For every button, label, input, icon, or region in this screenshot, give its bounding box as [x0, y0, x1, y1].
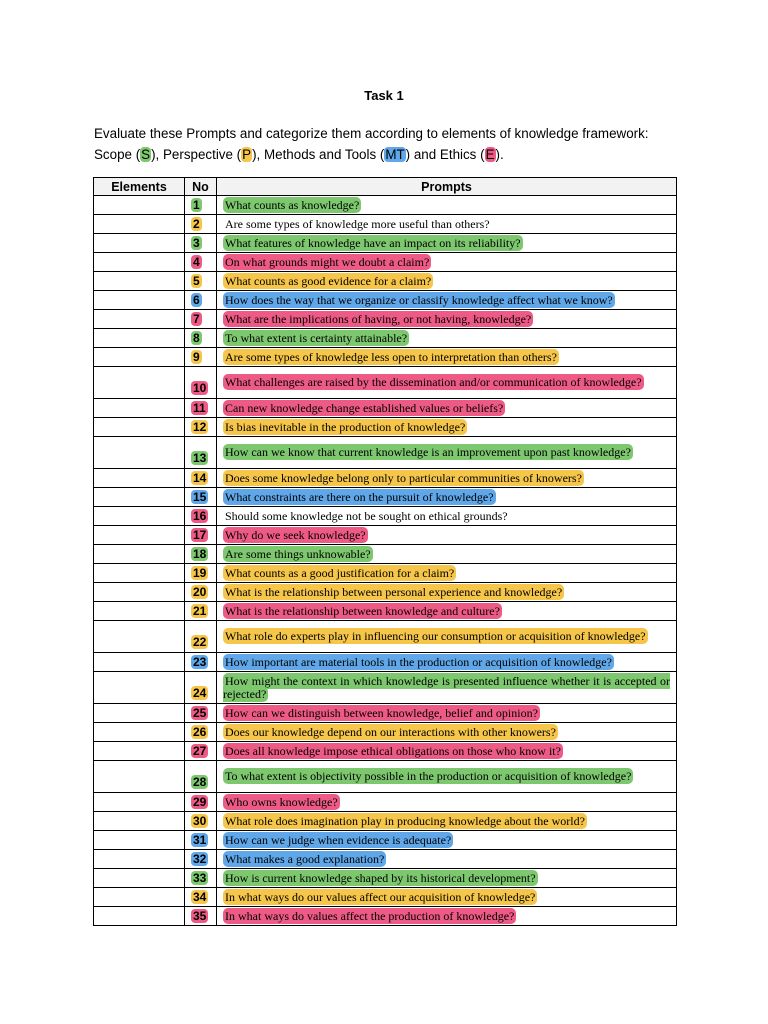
- prompt-cell: [217, 348, 677, 367]
- prompt-number: 11: [193, 401, 206, 415]
- table-row: [94, 761, 677, 793]
- number-cell: [185, 583, 217, 602]
- number-cell: [185, 469, 217, 488]
- number-cell: [185, 253, 217, 272]
- number-cell: [185, 672, 217, 704]
- prompt-number: 2: [193, 217, 200, 231]
- prompt-text: What counts as knowledge?: [225, 197, 360, 212]
- prompt-cell: [217, 564, 677, 583]
- prompt-cell: [217, 742, 677, 761]
- prompt-cell: [217, 291, 677, 310]
- prompt-cell: [217, 812, 677, 831]
- table-row: [94, 418, 677, 437]
- table-row: [94, 253, 677, 272]
- elements-cell[interactable]: [94, 348, 185, 367]
- number-cell: [185, 761, 217, 793]
- elements-cell[interactable]: [94, 367, 185, 399]
- prompt-number: 22: [193, 635, 207, 649]
- prompt-number: 30: [193, 814, 207, 828]
- elements-cell[interactable]: [94, 602, 185, 621]
- table-row: [94, 831, 677, 850]
- prompt-cell: [217, 583, 677, 602]
- scope-label: Scope (: [94, 147, 141, 162]
- prompt-cell: [217, 469, 677, 488]
- table-row: [94, 583, 677, 602]
- number-cell: [185, 488, 217, 507]
- prompt-cell: [217, 234, 677, 253]
- elements-cell[interactable]: [94, 545, 185, 564]
- prompt-text: Does some knowledge belong only to particular communities of knowers?: [225, 470, 582, 485]
- elements-cell[interactable]: [94, 329, 185, 348]
- prompt-number: 8: [193, 331, 200, 345]
- prompt-cell: [217, 793, 677, 812]
- prompt-number: 3: [193, 236, 200, 250]
- elements-cell[interactable]: [94, 437, 185, 469]
- table-row: [94, 310, 677, 329]
- table-row: [94, 437, 677, 469]
- prompt-number: 29: [193, 795, 207, 809]
- elements-cell[interactable]: [94, 215, 185, 234]
- number-cell: [185, 310, 217, 329]
- prompt-cell: [217, 761, 677, 793]
- prompts-table: [93, 177, 677, 926]
- prompt-number: 21: [193, 604, 207, 618]
- number-cell: [185, 367, 217, 399]
- prompt-cell: [217, 602, 677, 621]
- prompt-text: What counts as good evidence for a claim?: [225, 273, 432, 288]
- prompt-cell: [217, 507, 677, 526]
- table-row: [94, 723, 677, 742]
- task-title: Task 1: [364, 88, 404, 103]
- prompt-number: 33: [193, 871, 207, 885]
- prompt-cell: [217, 907, 677, 926]
- number-cell: [185, 545, 217, 564]
- methods-label: ), Methods and Tools (: [252, 147, 385, 162]
- prompt-cell: [217, 869, 677, 888]
- prompt-text: In what ways do values affect the production of knowledge?: [225, 908, 515, 923]
- number-cell: [185, 723, 217, 742]
- prompt-cell: [217, 437, 677, 469]
- number-cell: [185, 348, 217, 367]
- prompt-cell: [217, 215, 677, 234]
- prompt-number: 4: [193, 255, 200, 269]
- prompt-number: 19: [193, 566, 207, 580]
- elements-cell[interactable]: [94, 507, 185, 526]
- prompt-cell: [217, 399, 677, 418]
- elements-cell[interactable]: [94, 253, 185, 272]
- perspective-code: P: [242, 147, 252, 162]
- prompt-cell: [217, 621, 677, 653]
- prompt-cell: [217, 329, 677, 348]
- prompt-text: Should some knowledge not be sought on ethical grounds?: [225, 508, 508, 523]
- header-no: No: [185, 178, 217, 196]
- table-row: [94, 329, 677, 348]
- prompt-text: What counts as a good justification for a claim?: [225, 565, 455, 580]
- prompt-number: 1: [193, 198, 200, 212]
- elements-cell[interactable]: [94, 469, 185, 488]
- prompt-number: 7: [193, 312, 200, 326]
- prompt-number: 23: [193, 655, 207, 669]
- table-row: [94, 545, 677, 564]
- number-cell: [185, 418, 217, 437]
- elements-cell[interactable]: [94, 310, 185, 329]
- prompt-number: 26: [193, 725, 207, 739]
- prompt-text: How might the context in which knowledge is presented influence whether it is accepted or rejected?: [223, 673, 670, 701]
- elements-cell[interactable]: [94, 399, 185, 418]
- prompt-text: To what extent is certainty attainable?: [225, 330, 408, 345]
- elements-cell[interactable]: [94, 526, 185, 545]
- elements-cell[interactable]: [94, 672, 185, 704]
- number-cell: [185, 812, 217, 831]
- prompt-cell: [217, 418, 677, 437]
- prompt-number: 28: [193, 775, 207, 789]
- prompt-cell: [217, 272, 677, 291]
- prompt-text: Does our knowledge depend on our interactions with other knowers?: [225, 724, 556, 739]
- number-cell: [185, 869, 217, 888]
- elements-cell[interactable]: [94, 742, 185, 761]
- number-cell: [185, 888, 217, 907]
- elements-cell[interactable]: [94, 418, 185, 437]
- elements-cell[interactable]: [94, 564, 185, 583]
- elements-cell[interactable]: [94, 812, 185, 831]
- prompt-cell: [217, 310, 677, 329]
- table-row: [94, 907, 677, 926]
- table-row: [94, 742, 677, 761]
- table-row: [94, 653, 677, 672]
- prompt-number: 10: [193, 381, 207, 395]
- prompt-text: Is bias inevitable in the production of knowledge?: [225, 419, 466, 434]
- prompt-cell: [217, 653, 677, 672]
- prompt-text: Are some things unknowable?: [225, 546, 371, 561]
- prompt-number: 6: [193, 293, 200, 307]
- table-row: [94, 888, 677, 907]
- prompt-cell: [217, 488, 677, 507]
- prompt-text: What makes a good explanation?: [225, 851, 385, 866]
- ethics-label: ) and Ethics (: [405, 147, 485, 162]
- table-row: [94, 507, 677, 526]
- elements-cell[interactable]: [94, 272, 185, 291]
- table-row: [94, 215, 677, 234]
- prompt-text: Can new knowledge change established values or beliefs?: [225, 400, 504, 415]
- table-row: [94, 564, 677, 583]
- table-row: [94, 367, 677, 399]
- number-cell: [185, 907, 217, 926]
- prompt-text: How can we know that current knowledge is an improvement upon past knowledge?: [225, 445, 631, 459]
- table-row: [94, 526, 677, 545]
- prompt-text: What role do experts play in influencing our consumption or acquisition of knowledge?: [225, 629, 646, 643]
- scope-code: S: [141, 147, 151, 162]
- table-row: [94, 621, 677, 653]
- elements-cell[interactable]: [94, 869, 185, 888]
- prompt-text: What are the implications of having, or not having, knowledge?: [225, 311, 532, 326]
- prompt-text: Are some types of knowledge more useful than others?: [225, 216, 490, 231]
- prompt-cell: [217, 723, 677, 742]
- prompt-text: Who owns knowledge?: [225, 794, 338, 809]
- elements-cell[interactable]: [94, 583, 185, 602]
- prompt-number: 32: [193, 852, 207, 866]
- prompt-text: Why do we seek knowledge?: [225, 527, 366, 542]
- prompt-cell: [217, 526, 677, 545]
- prompt-number: 31: [193, 833, 207, 847]
- prompt-cell: [217, 888, 677, 907]
- table-row: [94, 793, 677, 812]
- number-cell: [185, 793, 217, 812]
- elements-cell[interactable]: [94, 704, 185, 723]
- number-cell: [185, 621, 217, 653]
- table-row: [94, 672, 677, 704]
- elements-cell[interactable]: [94, 488, 185, 507]
- prompt-text: What is the relationship between knowledge and culture?: [225, 603, 500, 618]
- number-cell: [185, 196, 217, 215]
- header-prompts: Prompts: [217, 178, 677, 196]
- prompt-text: How important are material tools in the production or acquisition of knowledge?: [225, 654, 612, 669]
- prompt-text: Does all knowledge impose ethical obligations on those who know it?: [225, 743, 561, 758]
- prompt-number: 18: [193, 547, 207, 561]
- table-row: [94, 488, 677, 507]
- prompt-number: 5: [193, 274, 200, 288]
- instructions-line1: Evaluate these Prompts and categorize them according to elements of knowledge framework:: [94, 126, 649, 141]
- prompt-text: To what extent is objectivity possible in the production or acquisition of knowledge?: [225, 769, 632, 783]
- table-row: [94, 348, 677, 367]
- elements-cell[interactable]: [94, 196, 185, 215]
- prompt-cell: [217, 672, 677, 704]
- prompt-cell: [217, 196, 677, 215]
- prompt-number: 15: [193, 490, 207, 504]
- number-cell: [185, 291, 217, 310]
- number-cell: [185, 831, 217, 850]
- prompt-number: 17: [193, 528, 207, 542]
- number-cell: [185, 234, 217, 253]
- instructions-end: ).: [495, 147, 504, 162]
- number-cell: [185, 850, 217, 869]
- table-row: [94, 812, 677, 831]
- number-cell: [185, 399, 217, 418]
- prompt-text: In what ways do our values affect our acquisition of knowledge?: [225, 889, 536, 904]
- prompt-number: 14: [193, 471, 207, 485]
- elements-cell[interactable]: [94, 234, 185, 253]
- prompt-text: How is current knowledge shaped by its historical development?: [225, 870, 536, 885]
- prompt-number: 20: [193, 585, 207, 599]
- number-cell: [185, 437, 217, 469]
- table-body: [94, 196, 677, 926]
- prompt-cell: [217, 367, 677, 399]
- prompt-number: 16: [193, 509, 207, 523]
- table-row: [94, 234, 677, 253]
- perspective-label: ), Perspective (: [151, 147, 242, 162]
- elements-cell[interactable]: [94, 907, 185, 926]
- instructions: [94, 123, 694, 165]
- elements-cell[interactable]: [94, 831, 185, 850]
- elements-cell[interactable]: [94, 888, 185, 907]
- prompt-cell: [217, 831, 677, 850]
- methods-code: MT: [385, 147, 405, 162]
- number-cell: [185, 329, 217, 348]
- number-cell: [185, 602, 217, 621]
- prompt-number: 9: [193, 350, 200, 364]
- number-cell: [185, 704, 217, 723]
- table-row: [94, 602, 677, 621]
- prompt-number: 35: [193, 909, 207, 923]
- table-row: [94, 272, 677, 291]
- table-row: [94, 850, 677, 869]
- prompt-text: How can we judge when evidence is adequate?: [225, 832, 452, 847]
- number-cell: [185, 215, 217, 234]
- prompt-number: 27: [193, 744, 207, 758]
- prompt-text: What constraints are there on the pursuit of knowledge?: [225, 489, 494, 504]
- prompt-number: 34: [193, 890, 207, 904]
- number-cell: [185, 564, 217, 583]
- table-row: [94, 399, 677, 418]
- number-cell: [185, 742, 217, 761]
- elements-cell[interactable]: [94, 723, 185, 742]
- prompt-text: What role does imagination play in producing knowledge about the world?: [225, 813, 585, 828]
- elements-cell[interactable]: [94, 621, 185, 653]
- prompt-text: What features of knowledge have an impact on its reliability?: [225, 235, 521, 250]
- number-cell: [185, 653, 217, 672]
- prompt-cell: [217, 545, 677, 564]
- prompt-number: 25: [193, 706, 207, 720]
- prompt-cell: [217, 704, 677, 723]
- table-header-row: [94, 178, 677, 196]
- number-cell: [185, 272, 217, 291]
- prompt-text: How does the way that we organize or classify knowledge affect what we know?: [225, 292, 613, 307]
- number-cell: [185, 526, 217, 545]
- table-row: [94, 291, 677, 310]
- prompt-text: What is the relationship between personal experience and knowledge?: [225, 584, 563, 599]
- number-cell: [185, 507, 217, 526]
- table-row: [94, 469, 677, 488]
- prompt-text: On what grounds might we doubt a claim?: [225, 254, 430, 269]
- elements-cell[interactable]: [94, 761, 185, 793]
- prompt-text: What challenges are raised by the dissemination and/or communication of knowledge?: [225, 375, 642, 389]
- table-row: [94, 196, 677, 215]
- prompt-number: 13: [193, 451, 207, 465]
- elements-cell[interactable]: [94, 850, 185, 869]
- prompt-number: 24: [193, 686, 207, 700]
- elements-cell[interactable]: [94, 653, 185, 672]
- elements-cell[interactable]: [94, 793, 185, 812]
- prompt-text: How can we distinguish between knowledge, belief and opinion?: [225, 705, 538, 720]
- table-row: [94, 704, 677, 723]
- prompt-cell: [217, 850, 677, 869]
- prompt-text: Are some types of knowledge less open to interpretation than others?: [225, 349, 557, 364]
- ethics-code: E: [485, 147, 495, 162]
- table-row: [94, 869, 677, 888]
- prompt-cell: [217, 253, 677, 272]
- header-elements: Elements: [94, 178, 185, 196]
- prompt-number: 12: [193, 420, 207, 434]
- elements-cell[interactable]: [94, 291, 185, 310]
